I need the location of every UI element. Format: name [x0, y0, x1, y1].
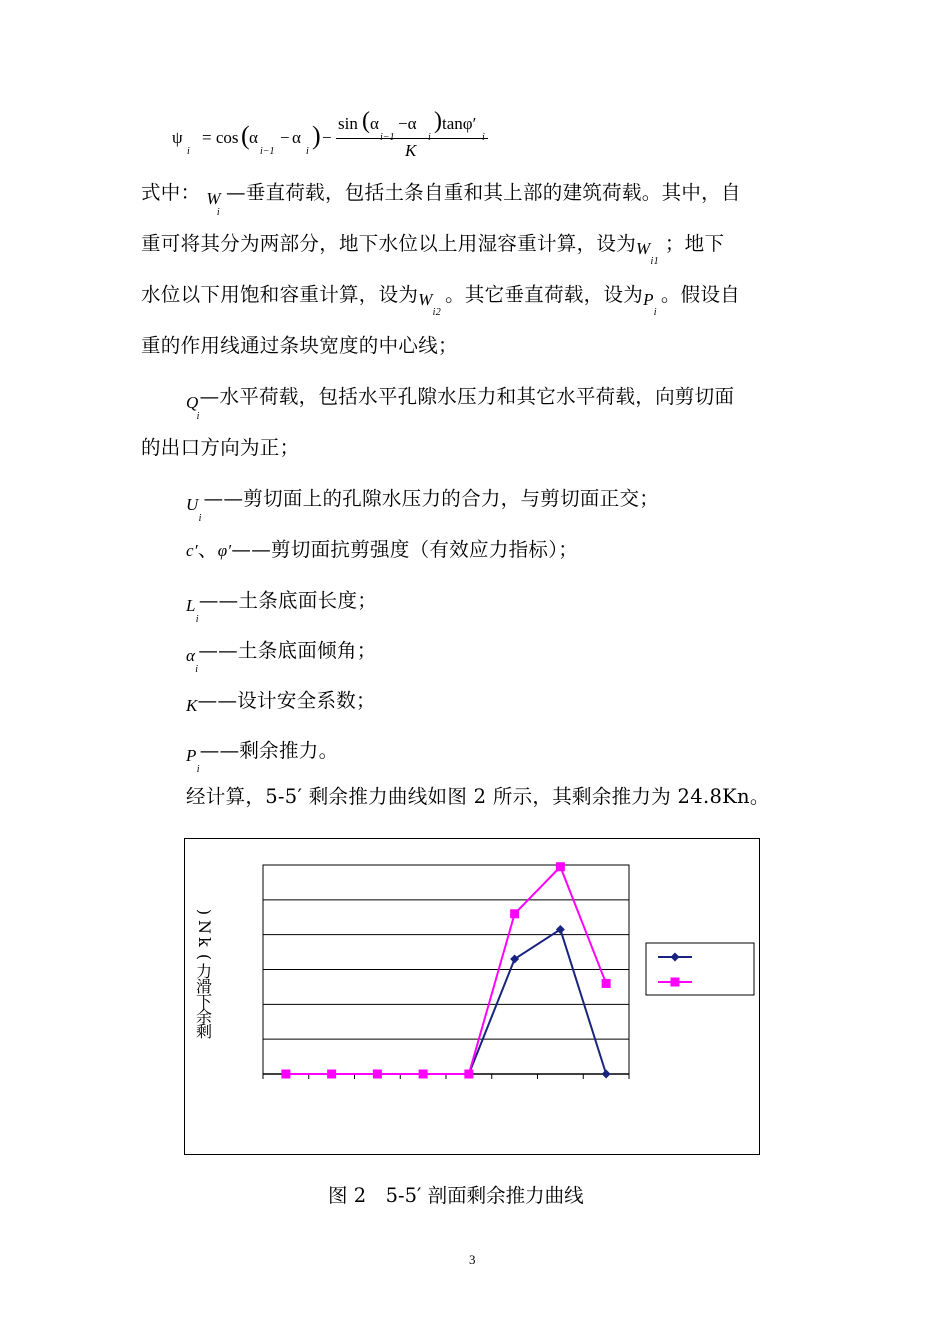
y-axis-label-char: 余 — [195, 1007, 212, 1026]
text-self-weight: 重可将其分为两部分，地下水位以上用湿容重计算，设为 — [141, 232, 637, 255]
formula-num-minus: −α — [398, 114, 417, 133]
formula-lhs-sub: i — [187, 146, 190, 157]
y-axis-label-char: ) — [195, 908, 214, 916]
figure-caption: 图 2 5-5′ 剖面剩余推力曲线 — [328, 1184, 584, 1207]
text-pore-pressure: ——剪切面上的孔隙水压力的合力，与剪切面正交； — [203, 487, 660, 510]
para-vertical-load-line4: 重的作用线通过条块宽度的中心线； — [141, 334, 458, 357]
formula-alpha1: α — [249, 128, 258, 147]
symbol-u-sub: i — [198, 513, 202, 524]
symbol-q: Q — [186, 393, 199, 412]
symbol-l-sub: i — [195, 614, 199, 625]
para-vertical-load-line2 — [141, 231, 725, 267]
text-length: ——土条底面长度； — [198, 589, 378, 612]
formula-num-paren: ( — [362, 108, 370, 134]
series-2-point — [556, 862, 565, 871]
symbol-w2-sub: i2 — [432, 307, 442, 318]
symbol-p-def-sub: i — [196, 764, 200, 775]
symbol-u: U — [186, 495, 199, 514]
text-saturated: 水位以下用饱和容重计算，设为 — [141, 283, 419, 306]
formula — [172, 100, 502, 160]
para-result: 经计算，5-5′ 剩余推力曲线如图 2 所示，其剩余推力为 24.8Kn。 — [186, 785, 770, 808]
symbol-c: c′ — [186, 541, 198, 560]
symbol-w2: W — [418, 290, 433, 309]
formula-alpha2-sub: i — [306, 146, 309, 157]
series-2-point — [327, 1070, 336, 1079]
y-axis-label-char: 力 — [195, 962, 212, 981]
y-axis-label-char: 滑 — [195, 977, 212, 996]
formula-alpha1-sub: i−1 — [260, 146, 275, 157]
symbol-w1: W — [636, 239, 651, 258]
text-vertical-load: —垂直荷载，包括土条自重和其上部的建筑荷载。其中，自 — [225, 181, 741, 204]
symbol-q-sub: i — [196, 411, 200, 422]
y-axis-label-char: ( — [195, 953, 214, 961]
page-number: 3 — [469, 1252, 476, 1267]
text-assume: 。假设自 — [660, 283, 741, 306]
text-other-vertical: 。其它垂直荷载，设为 — [445, 283, 644, 306]
formula-minus2: − — [322, 128, 332, 147]
series-2-point — [373, 1070, 382, 1079]
series-1-point — [602, 1070, 611, 1079]
para-horizontal-load-line1 — [186, 384, 735, 422]
text-underground: ；地下 — [664, 232, 725, 255]
formula-den: K — [405, 141, 417, 160]
series-2-point — [281, 1070, 290, 1079]
para-residual-thrust — [186, 738, 339, 775]
formula-paren-open: ( — [241, 121, 250, 150]
para-horizontal-load-line2: 的出口方向为正； — [141, 436, 300, 459]
symbol-w: W — [206, 189, 221, 208]
formula-paren-close: ) — [312, 121, 321, 150]
y-axis-label-char: 剩 — [195, 1022, 212, 1041]
y-axis-label — [195, 904, 217, 1044]
formula-minus: − — [280, 128, 290, 147]
legend-box — [646, 943, 754, 995]
formula-num-paren-close: ) — [434, 108, 442, 134]
y-axis-label-char: k — [195, 937, 214, 947]
symbol-l: L — [186, 596, 196, 615]
text-residual-thrust: ——剩余推力。 — [199, 739, 339, 762]
chart-frame — [184, 838, 760, 1155]
formula-num-sin: sin — [338, 114, 358, 133]
symbol-p-def: P — [186, 746, 197, 765]
para-shear-strength — [186, 537, 578, 564]
series-2-point — [419, 1070, 428, 1079]
label-shizhong: 式中： — [141, 181, 201, 204]
series-2-point — [510, 909, 519, 918]
y-axis-label-char: N — [195, 920, 214, 934]
symbol-alpha: α — [186, 646, 196, 665]
y-axis-label-char: 下 — [195, 992, 212, 1011]
para-vertical-load-line3 — [141, 282, 741, 318]
para-safety-factor — [186, 688, 376, 715]
fraction-bar — [336, 138, 488, 139]
symbol-alpha-sub: i — [195, 664, 199, 675]
text-shear-strength: ——剪切面抗剪强度（有效应力指标）； — [231, 538, 579, 561]
line-chart — [185, 839, 759, 1154]
para-angle — [186, 638, 377, 675]
para-pore-pressure — [186, 486, 660, 524]
legend-marker-2 — [671, 978, 680, 987]
text-angle: ——土条底面倾角； — [198, 639, 377, 662]
para-length — [186, 588, 378, 625]
formula-eq: = cos — [202, 128, 239, 147]
text-separator: 、 — [197, 538, 218, 561]
symbol-w1-sub: i1 — [650, 256, 659, 267]
symbol-phi: φ′ — [217, 541, 232, 560]
formula-alpha2: α — [292, 128, 301, 147]
formula-num-alpha1: α — [370, 114, 379, 133]
series-line-2 — [286, 867, 606, 1074]
series-line-1 — [286, 929, 606, 1074]
symbol-k: K — [186, 696, 198, 715]
symbol-p: P — [643, 290, 654, 309]
para-vertical-load-line1 — [141, 180, 741, 218]
text-safety-factor: ——设计安全系数； — [197, 689, 376, 712]
text-horizontal-load: —水平荷载，包括水平孔隙水压力和其它水平荷载，向剪切面 — [199, 385, 735, 408]
formula-num-tan: tanφ′ — [442, 114, 477, 133]
symbol-w-sub: i — [216, 207, 220, 218]
symbol-p-sub: i — [653, 307, 657, 318]
formula-lhs: ψ — [172, 128, 183, 147]
series-2-point — [602, 979, 611, 988]
series-2-point — [464, 1070, 473, 1079]
